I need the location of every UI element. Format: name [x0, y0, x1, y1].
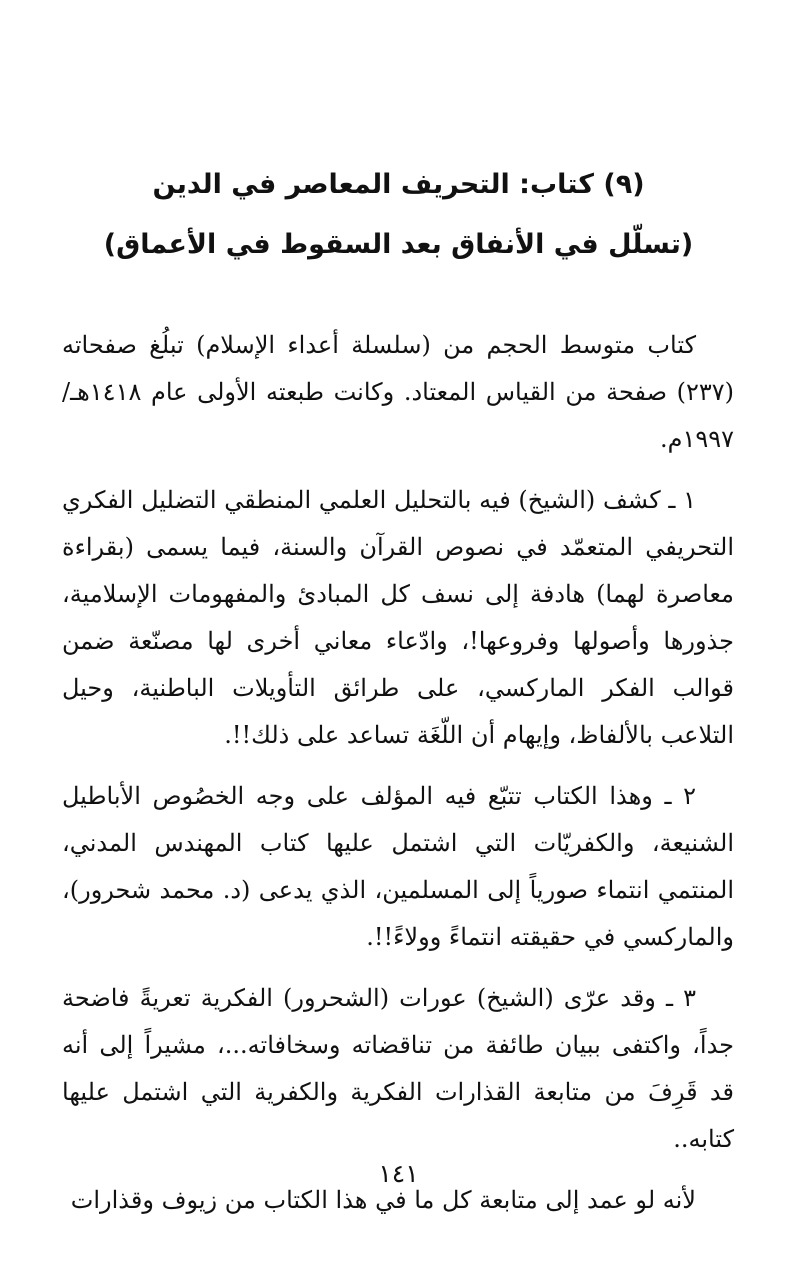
paragraph-point-3: ٣ ـ وقد عرّى (الشيخ) عورات (الشحرور) الفكرية تعريةً فاضحة جداً، واكتفى ببيان طائفة من تناقضاته وسخافاته...، مشيراً إلى أنه قد قَرِفَ من متابعة القذارات الفكرية والكفرية التي اشتمل عليها كتابه.. [62, 984, 734, 1153]
paragraph-intro: كتاب متوسط الحجم من (سلسلة أعداء الإسلام) تبلُغ صفحاته (٢٣٧) صفحة من القياس المعتاد. وكانت طبعته الأولى عام ١٤١٨هـ/ ١٩٩٧م. [62, 331, 734, 453]
page-number: ١٤١ [378, 1159, 419, 1188]
chapter-subtitle: (تسلّل في الأنفاق بعد السقوط في الأعماق) [103, 229, 694, 260]
paragraph-point-2: ٢ ـ وهذا الكتاب تتبّع فيه المؤلف على وجه الخصُوص الأباطيل الشنيعة، والكفريّات التي اشتمل عليها كتاب المهندس المدني، المنتمي انتماء صورياً إلى المسلمين، الذي يدعى (د. محمد شحرور)، والماركسي في حقيقته انتماءً وولاءً!!. [62, 782, 734, 951]
chapter-title: (٩) كتاب: التحريف المعاصر في الدين [152, 169, 645, 200]
paragraph-continuation: لأنه لو عمد إلى متابعة كل ما في هذا الكتاب من زيوف وقذارات [70, 1186, 696, 1214]
body-text [62, 322, 734, 1224]
paragraph-point-1: ١ ـ كشف (الشيخ) فيه بالتحليل العلمي المنطقي التضليل الفكري التحريفي المتعمّد في نصوص القرآن والسنة، فيما يسمى (بقراءة معاصرة لهما) هادفة إلى نسف كل المبادئ والمفهومات الإسلامية، جذورها وأصولها وفروعها!، وادّعاء معاني أخرى لها مصنّعة ضمن قوالب الفكر الماركسي، على طرائق التأويلات الباطنية، وحيل التلاعب بالألفاظ، وإيهام أن اللّغَة تساعد على ذلك!!. [62, 486, 734, 749]
